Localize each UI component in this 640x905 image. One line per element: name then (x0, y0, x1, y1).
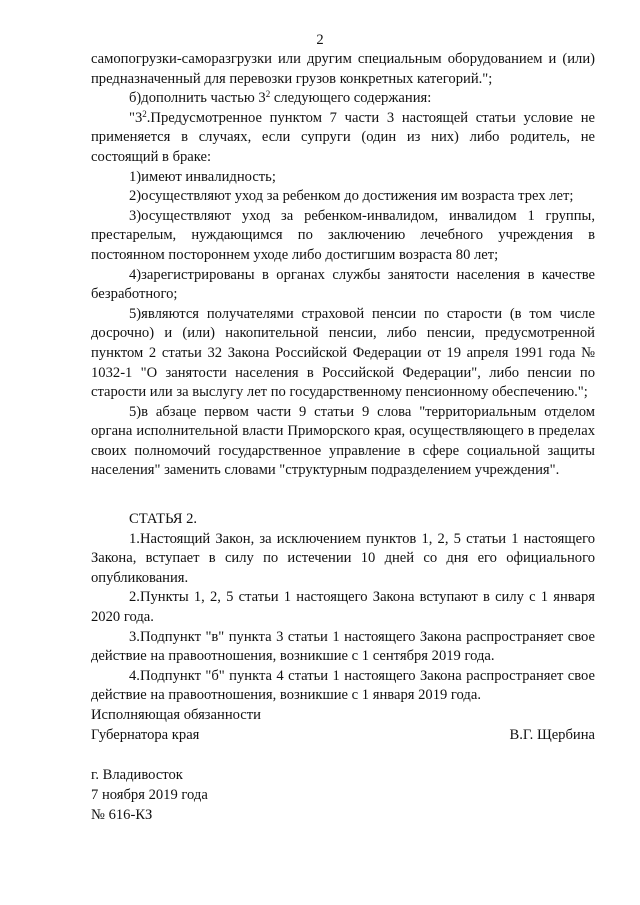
list-item: 2)осуществляют уход за ребенком до достижения им возраста трех лет; (129, 188, 574, 205)
document-footer (91, 766, 208, 825)
signatory-name: В.Г. Щербина (509, 726, 595, 743)
signatory-position: Исполняющая обязанности (91, 707, 261, 723)
list-item: 1)имеют инвалидность; (129, 168, 276, 185)
paragraph-text: .Предусмотренное пунктом 7 части 3 настоящей статьи условие не применяется в случаях, если супруги (один из них) либо родитель, не состоящий в браке: (91, 109, 595, 165)
city: г. Владивосток (91, 767, 183, 783)
list-item: 4)зарегистрированы в органах службы занятости населения в качестве безработного; (91, 266, 595, 303)
superscript: 2 (142, 108, 147, 119)
article-item: 3.Подпункт "в" пункта 3 статьи 1 настоящего Закона распространяет свое действие на правоотношения, возникшие с 1 сентября 2019 года. (91, 628, 595, 665)
article-item: 4.Подпункт "б" пункта 4 статьи 1 настоящего Закона распространяет свое действие на правоотношения, возникшие с 1 января 2019 года. (91, 667, 595, 704)
signatory-position: Губернатора края (91, 726, 200, 743)
signature-block (91, 706, 595, 746)
paragraph: самопогрузки-саморазгрузки или другим специальным оборудованием и (или) предназначенный для перевозки грузов конкретных категорий."; (91, 51, 595, 87)
superscript: 2 (265, 89, 271, 100)
paragraph (91, 109, 595, 168)
article-item: 2.Пункты 1, 2, 5 статьи 1 настоящего Закона вступают в силу с 1 января 2020 года. (91, 589, 595, 626)
list-item: 3)осуществляют уход за ребенком-инвалидом, инвалидом 1 группы, престарелым, нуждающимся по заключению лечебного учреждения в постоянном постороннем уходе либо достигшим возраста 80 лет; (91, 207, 595, 263)
paragraph-text: б)дополнить частью 3 (129, 90, 266, 107)
law-number: № 616-КЗ (91, 806, 153, 823)
paragraph-text: "3 (129, 109, 143, 126)
document-body (91, 50, 595, 706)
paragraph (91, 89, 595, 109)
date: 7 ноября 2019 года (91, 786, 208, 803)
article-heading: СТАТЬЯ 2. (129, 511, 198, 528)
paragraph-text: следующего содержания: (270, 90, 432, 107)
article-item: 1.Настоящий Закон, за исключением пунктов 1, 2, 5 статьи 1 настоящего Закона, вступает в силу по истечении 10 дней со дня его официального опубликования. (91, 530, 595, 586)
list-item: 5)являются получателями страховой пенсии по старости (в том числе досрочно) и (или) накопительной пенсии, либо пенсии, предусмотренной пунктом 2 статьи 32 Закона Российской Федерации от 19 апреля 1991 года № 1032-1 "О занятости населения в Российской Федерации", либо пенсии по старости или за выслугу лет по государственному пенсионному обеспечению."; (91, 305, 595, 401)
paragraph: 5)в абзаце первом части 9 статьи 9 слова "территориальным отделом органа исполнительной власти Приморского края, осуществляющего в пределах своих полномочий государственное управление в сфере социальной защиты населения" заменить словами "структурным подразделением учреждения". (91, 403, 595, 479)
page-number: 2 (316, 32, 324, 48)
